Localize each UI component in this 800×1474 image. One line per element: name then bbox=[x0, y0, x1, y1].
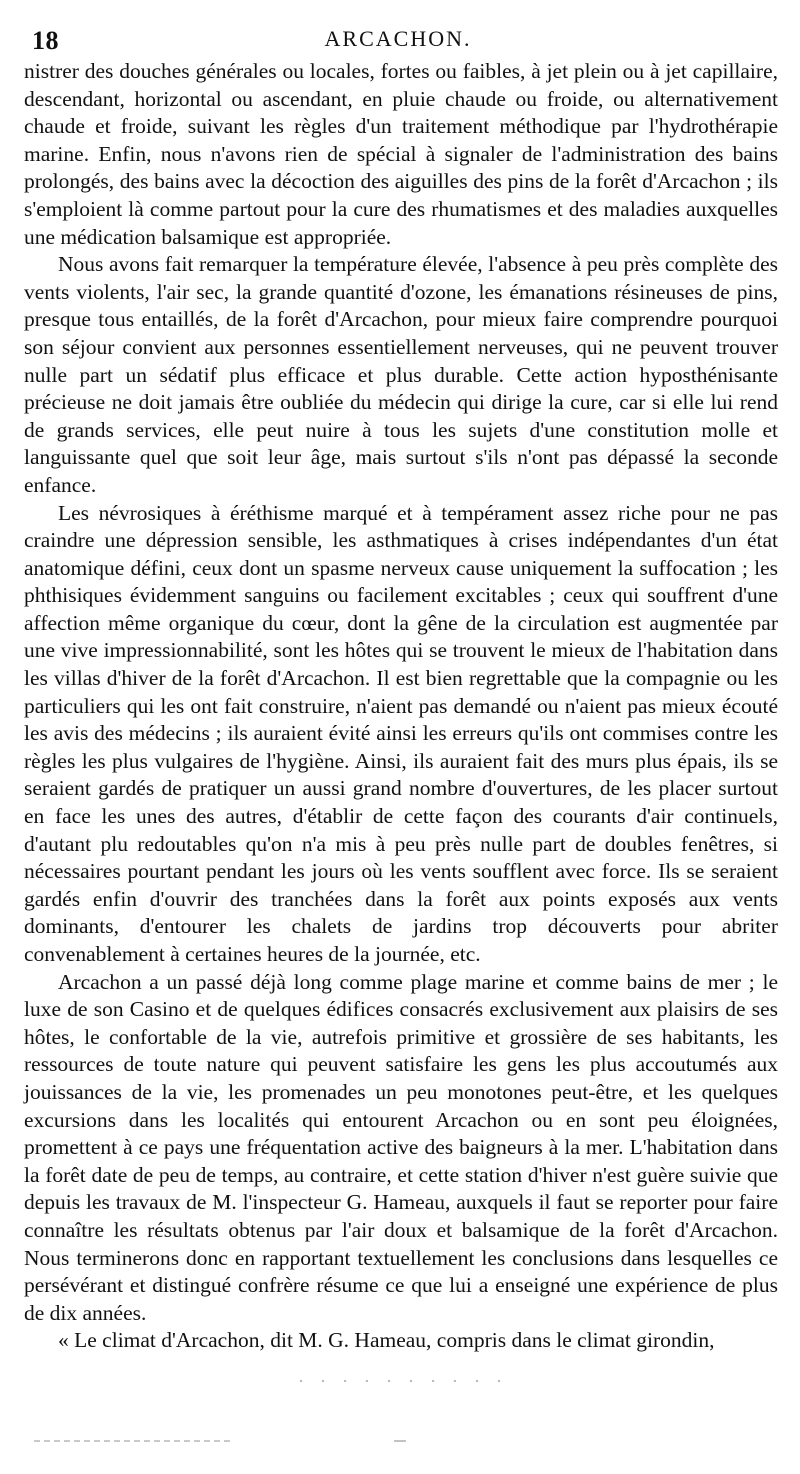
page-header bbox=[24, 22, 772, 58]
running-title: ARCACHON. bbox=[324, 26, 472, 51]
paragraph: Arcachon a un passé déjà long comme plage marine et comme bains de mer ; le luxe de son Casino et de quelques édifices consacrés exclusivement aux plaisirs de ses hôtes, le confortable de la vie, autrefois primitive et grossière de ses habitants, les ressources de toute nature qui peuvent satisfaire les gens les plus accoutumés aux jouissances de la vie, les promenades un peu monotones peut-être, et les quelques excursions dans les localités qui entourent Arcachon ou en sont peu éloignées, promettent à ce pays une fréquentation active des baigneurs à la mer. L'habitation dans la forêt date de peu de temps, au contraire, et cette station d'hiver n'est guère suivie que depuis les travaux de M. l'inspecteur G. Hameau, auxquels il faut se reporter pour faire connaître les résultats obtenus par l'air doux et balsamique de la forêt d'Arcachon. Nous terminerons donc en rapportant textuellement les conclusions dans lesquelles ce persévérant et distingué confrère résume ce que lui a enseigné une expérience de plus de dix années. bbox=[24, 969, 778, 1325]
page-number: 18 bbox=[32, 26, 59, 55]
print-rule-left-decoration bbox=[34, 1440, 234, 1442]
paragraph: Les névrosiques à éréthisme marqué et à tempérament assez riche pour ne pas craindre une dépression sensible, les asthmatiques à crises indépendantes d'un état anatomique défini, ceux dont un spasme nerveux cause uniquement la suffocation ; les phthisiques évidemment sanguins ou facilement excitables ; ceux qui souffrent d'une affection même organique du cœur, dont la gêne de la circulation est augmentée par une vive impressionnabilité, sont les hôtes qui se trouvent le mieux de l'habitation dans les villas d'hiver de la forêt d'Arcachon. Il est bien regrettable que la compagnie ou les particuliers qui les ont fait construire, n'aient pas demandé ou n'aient pas mieux écouté les avis des médecins ; ils auraient évité ainsi les erreurs qu'ils ont commises contre les règles les plus vulgaires de l'hygiène. Ainsi, ils auraient fait des murs plus épais, ils se seraient gardés de pratiquer un aussi grand nombre d'ouvertures, de les placer surtout en face les unes des autres, d'établir de cette façon des courants d'air continuels, d'autant plu redoutables qu'on n'a mis à peu près nulle part de doubles fenêtres, si nécessaires pourtant pendant les jours où les vents soufflent avec force. Ils se seraient gardés enfin d'ouvrir des tranchées dans la forêt aux points exposés aux vents dominants, d'entourer les chalets de jardins trop découverts pour abriter convenablement à certaines heures de la journée, etc. bbox=[24, 500, 778, 966]
print-dots-decoration bbox=[290, 1380, 520, 1382]
print-rule-right-decoration bbox=[394, 1440, 406, 1442]
paragraph: Nous avons fait remarquer la température élevée, l'absence à peu près complète des vents violents, l'air sec, la grande quantité d'ozone, les émanations résineuses de pins, presque tous entaillés, de la forêt d'Arcachon, pour mieux faire comprendre pourquoi son séjour convient aux personnes essentiellement nerveuses, qui ne peuvent trouver nulle part un sédatif plus efficace et plus durable. Cette action hyposthénisante précieuse ne doit jamais être oubliée du médecin qui dirige la cure, car si elle lui rend de grands services, elle peut nuire à tous les sujets d'une constitution molle et languissante quel que soit leur âge, mais surtout s'ils n'ont pas dépassé la seconde enfance. bbox=[24, 252, 778, 497]
paragraph-quote-start: « Le climat d'Arcachon, dit M. G. Hameau, compris dans le climat girondin, bbox=[58, 1328, 715, 1353]
body-text bbox=[24, 58, 778, 1355]
paragraph-continuation: nistrer des douches générales ou locales, fortes ou faibles, à jet plein ou à jet capillaire, descendant, horizontal ou ascendant, en pluie chaude ou froide, ou alternativement chaude et froide, suivant les règles d'un traitement méthodique par l'hydrothérapie marine. Enfin, nous n'avons rien de spécial à signaler de l'administration des bains prolongés, des bains avec la décoction des aiguilles des pins de la forêt d'Arcachon ; ils s'emploient là comme partout pour la cure des rhumatismes et des maladies auxquelles une médication balsamique est appropriée. bbox=[24, 59, 778, 249]
footer-print-marks bbox=[0, 1370, 800, 1460]
